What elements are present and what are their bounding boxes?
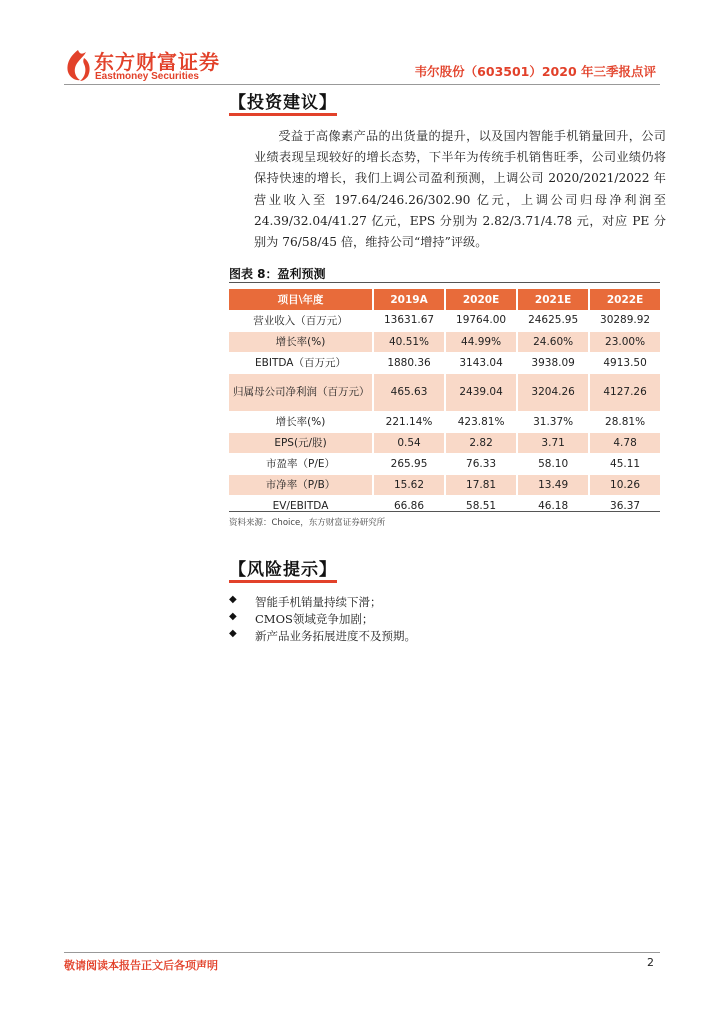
risk-item-text: CMOS领域竞争加剧；: [255, 612, 374, 626]
heading-underline: [229, 580, 337, 583]
diamond-bullet-icon: ◆: [229, 594, 237, 605]
investment-advice-paragraph: 受益于高像素产品的出货量的提升，以及国内智能手机销量回升，公司业绩表现呈现较好的增长态势，下半年为传统手机销售旺季，公司业绩仍将保持快速的增长，我们上调公司盈利预测，上调公司 2020/2021/2022 年营业收入至 197.64/246.26/302.90 亿元，上调公司归母净利润至 24.39/32.04/41.27 亿元，EPS 分别为 2.82/3.71/4.78 元，对应 PE 分别为 76/58/45 倍，维持公司“增持”评级。: [254, 129, 666, 250]
table-cell: 15.62: [373, 474, 445, 495]
column-header: 2021E: [517, 289, 589, 310]
caption-divider: [229, 282, 660, 283]
header-divider: [64, 84, 660, 85]
table-cell: 2439.04: [445, 373, 517, 411]
table-row: [229, 331, 660, 352]
table-cell: 265.95: [373, 453, 445, 474]
row-label: EPS(元/股): [229, 432, 373, 453]
table-row: [229, 474, 660, 495]
table-cell: 58.51: [445, 495, 517, 516]
column-header: 项目\年度: [229, 289, 373, 310]
row-label: 市净率（P/B）: [229, 474, 373, 495]
row-label: 营业收入（百万元）: [229, 310, 373, 331]
table-cell: 30289.92: [589, 310, 660, 331]
table-caption: 图表 8：盈利预测: [229, 267, 326, 281]
table-cell: 44.99%: [445, 331, 517, 352]
table-cell: 46.18: [517, 495, 589, 516]
logo-text-en: Eastmoney Securities: [95, 71, 199, 82]
table-cell: 36.37: [589, 495, 660, 516]
page-number: 2: [647, 956, 654, 969]
table-cell: 10.26: [589, 474, 660, 495]
table-cell: 2.82: [445, 432, 517, 453]
diamond-bullet-icon: ◆: [229, 628, 237, 639]
table-cell: 221.14%: [373, 411, 445, 432]
table-row: [229, 310, 660, 331]
table-cell: 31.37%: [517, 411, 589, 432]
earnings-forecast-table: [229, 289, 660, 517]
row-label: EV/EBITDA: [229, 495, 373, 516]
table-cell: 3.71: [517, 432, 589, 453]
table-row: [229, 352, 660, 373]
investment-advice-heading: [229, 88, 337, 113]
risk-warning-heading-text: 【风险提示】: [229, 560, 337, 580]
table-cell: 13631.67: [373, 310, 445, 331]
table-cell: 24625.95: [517, 310, 589, 331]
table-row: [229, 373, 660, 411]
column-header: 2019A: [373, 289, 445, 310]
table-cell: 76.33: [445, 453, 517, 474]
table-cell: 3204.26: [517, 373, 589, 411]
risk-warning-heading: [229, 555, 337, 580]
row-label: EBITDA（百万元）: [229, 352, 373, 373]
table-cell: 465.63: [373, 373, 445, 411]
table-cell: 23.00%: [589, 331, 660, 352]
row-label: 增长率(%): [229, 331, 373, 352]
table-cell: 45.11: [589, 453, 660, 474]
table-row: [229, 411, 660, 432]
investment-advice-heading-text: 【投资建议】: [229, 93, 337, 113]
table-cell: 4127.26: [589, 373, 660, 411]
table-cell: 66.86: [373, 495, 445, 516]
table-cell: 58.10: [517, 453, 589, 474]
table-source-note: 资料来源：Choice，东方财富证券研究所: [229, 518, 386, 528]
eastmoney-logo-icon: [64, 48, 92, 82]
table-cell: 3143.04: [445, 352, 517, 373]
table-cell: 17.81: [445, 474, 517, 495]
table-cell: 40.51%: [373, 331, 445, 352]
table-cell: 423.81%: [445, 411, 517, 432]
diamond-bullet-icon: ◆: [229, 611, 237, 622]
column-header: 2022E: [589, 289, 660, 310]
risk-item-text: 新产品业务拓展进度不及预期。: [255, 629, 416, 643]
heading-underline: [229, 113, 337, 116]
risk-item-text: 智能手机销量持续下滑；: [255, 595, 382, 609]
row-label: 增长率(%): [229, 411, 373, 432]
footer-divider: [64, 952, 660, 953]
table-cell: 1880.36: [373, 352, 445, 373]
column-header: 2020E: [445, 289, 517, 310]
table-cell: 24.60%: [517, 331, 589, 352]
table-cell: 28.81%: [589, 411, 660, 432]
table-row: [229, 453, 660, 474]
table-cell: 0.54: [373, 432, 445, 453]
row-label: 归属母公司净利润（百万元）: [229, 373, 373, 411]
table-cell: 4.78: [589, 432, 660, 453]
table-cell: 4913.50: [589, 352, 660, 373]
logo-text-cn: 东方财富证券: [94, 50, 220, 74]
report-title: 韦尔股份（603501）2020 年三季报点评: [414, 64, 656, 79]
table-bottom-divider: [229, 511, 660, 512]
disclaimer-note: 敬请阅读本报告正文后各项声明: [64, 959, 218, 972]
table-header-row: [229, 289, 660, 310]
table-cell: 13.49: [517, 474, 589, 495]
table-row: [229, 432, 660, 453]
table-cell: 19764.00: [445, 310, 517, 331]
table-row: [229, 495, 660, 516]
table-cell: 3938.09: [517, 352, 589, 373]
row-label: 市盈率（P/E）: [229, 453, 373, 474]
